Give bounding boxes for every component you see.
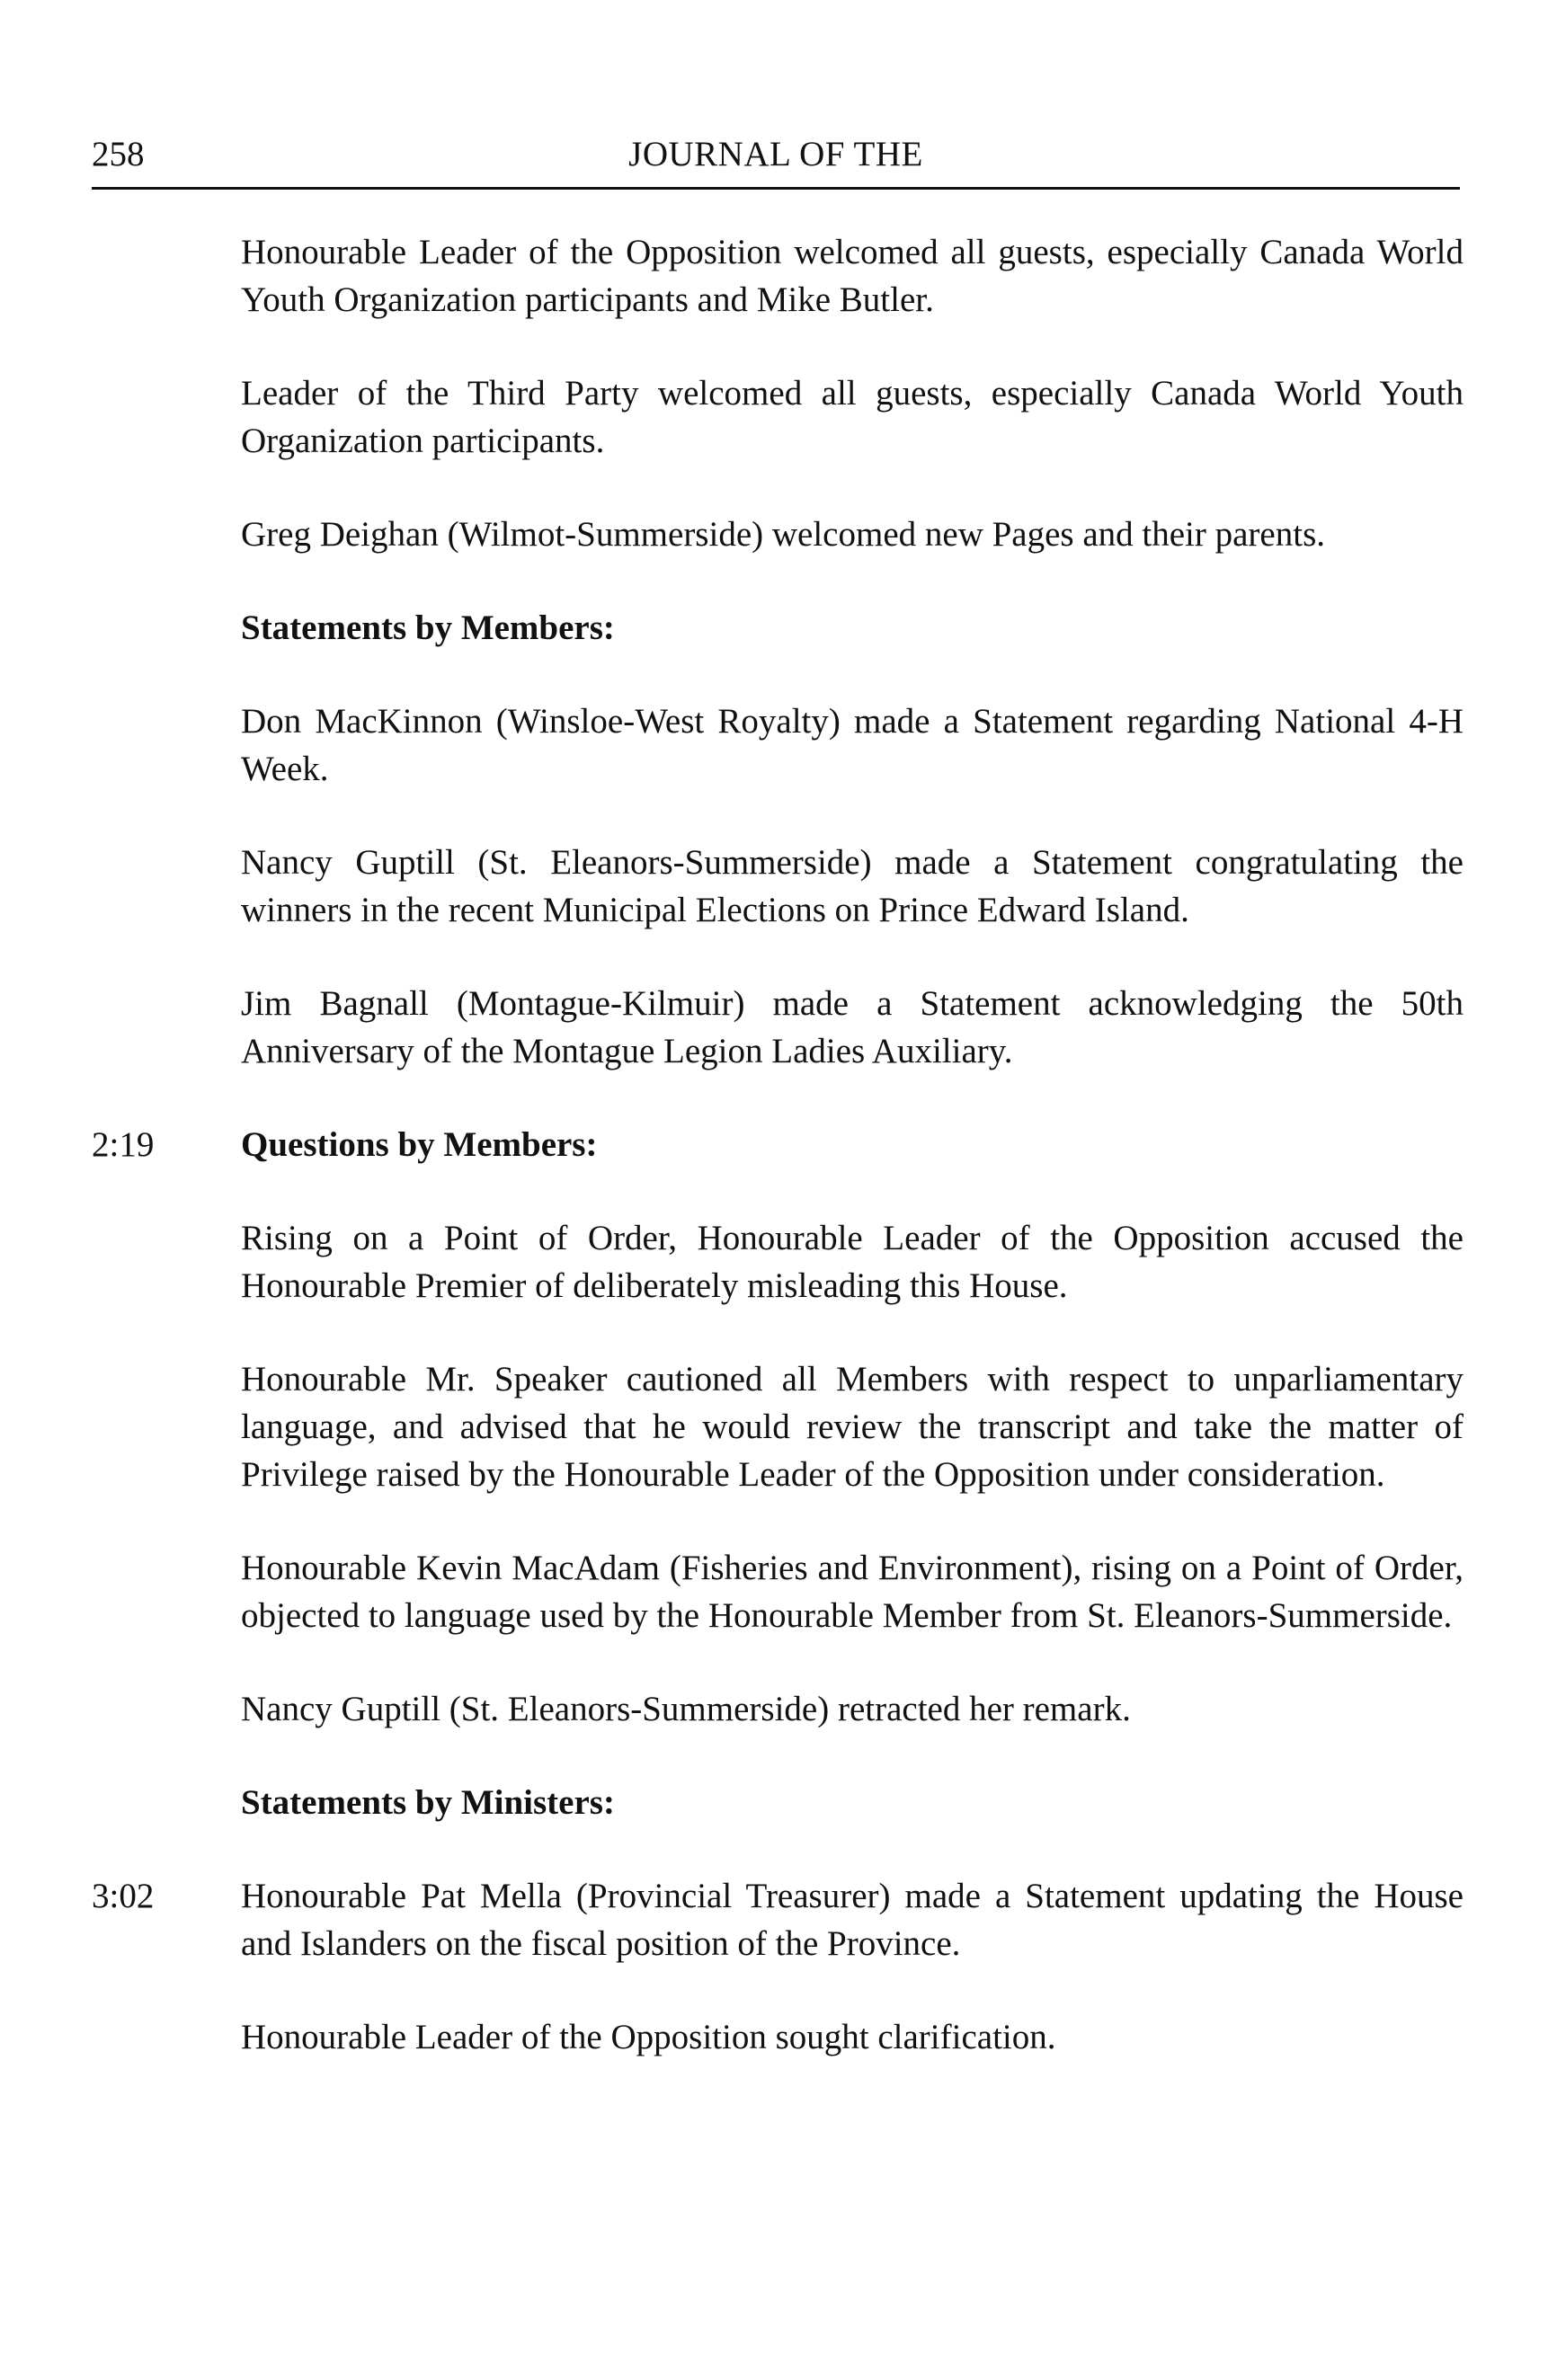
paragraph: Rising on a Point of Order, Honourable Leader of the Opposition accused the Honourable Premier of deliberately misleading this House. xyxy=(241,1219,1464,1305)
paragraph: Jim Bagnall (Montague-Kilmuir) made a Statement acknowledging the 50th Anniversary of the Montague Legion Ladies Auxiliary. xyxy=(241,984,1464,1070)
section-heading: Questions by Members: xyxy=(241,1125,598,1164)
entry-welcome-third-party-leader xyxy=(0,369,1557,465)
section-heading: Statements by Ministers: xyxy=(241,1783,615,1822)
entry-welcome-pages xyxy=(0,511,1557,558)
time-marker: 3:02 xyxy=(92,1877,155,1915)
entry-statements-by-ministers xyxy=(0,1779,1557,1826)
entry-statement-municipal-elections xyxy=(0,839,1557,934)
entry-point-of-order-macadam xyxy=(0,1544,1557,1639)
entry-statement-legion-auxiliary xyxy=(0,980,1557,1075)
page-number: 258 xyxy=(92,135,145,173)
section-heading: Statements by Members: xyxy=(241,608,615,647)
paragraph: Leader of the Third Party welcomed all guests, especially Canada World Youth Organization participants. xyxy=(241,374,1464,460)
page-header xyxy=(92,133,1460,187)
paragraph: Honourable Pat Mella (Provincial Treasurer) made a Statement updating the House and Islanders on the fiscal position of the Province. xyxy=(241,1877,1464,1963)
paragraph: Honourable Mr. Speaker cautioned all Members with respect to unparliamentary language, and advised that he would review the transcript and take the matter of Privilege raised by the Honourable Leader of the Opposition under consideration. xyxy=(241,1360,1464,1494)
running-title: JOURNAL OF THE xyxy=(628,135,923,173)
paragraph: Honourable Leader of the Opposition sought clarification. xyxy=(241,2018,1056,2056)
time-marker: 2:19 xyxy=(92,1125,155,1164)
header-rule xyxy=(92,187,1460,190)
paragraph: Honourable Kevin MacAdam (Fisheries and Environment), rising on a Point of Order, objected to language used by the Honourable Member from St. Eleanors-Summerside. xyxy=(241,1549,1464,1635)
entry-point-of-order-opposition xyxy=(0,1214,1557,1310)
entry-clarification xyxy=(0,2013,1557,2061)
paragraph: Nancy Guptill (St. Eleanors-Summerside) retracted her remark. xyxy=(241,1690,1131,1728)
entry-questions-by-members xyxy=(0,1121,1557,1168)
entry-statement-4h-week xyxy=(0,697,1557,793)
paragraph: Nancy Guptill (St. Eleanors-Summerside) made a Statement congratulating the winners in the recent Municipal Elections on Prince Edward Island. xyxy=(241,843,1464,929)
paragraph: Greg Deighan (Wilmot-Summerside) welcomed new Pages and their parents. xyxy=(241,515,1325,554)
journal-body xyxy=(0,228,1557,2107)
entry-remark-retracted xyxy=(0,1685,1557,1733)
entry-statements-by-members xyxy=(0,604,1557,652)
entry-statement-fiscal-position xyxy=(0,1872,1557,1967)
entry-welcome-opposition-leader xyxy=(0,228,1557,324)
entry-speaker-caution xyxy=(0,1355,1557,1498)
paragraph: Honourable Leader of the Opposition welcomed all guests, especially Canada World Youth Organization participants and Mike Butler. xyxy=(241,233,1464,319)
paragraph: Don MacKinnon (Winsloe-West Royalty) made a Statement regarding National 4-H Week. xyxy=(241,702,1464,788)
